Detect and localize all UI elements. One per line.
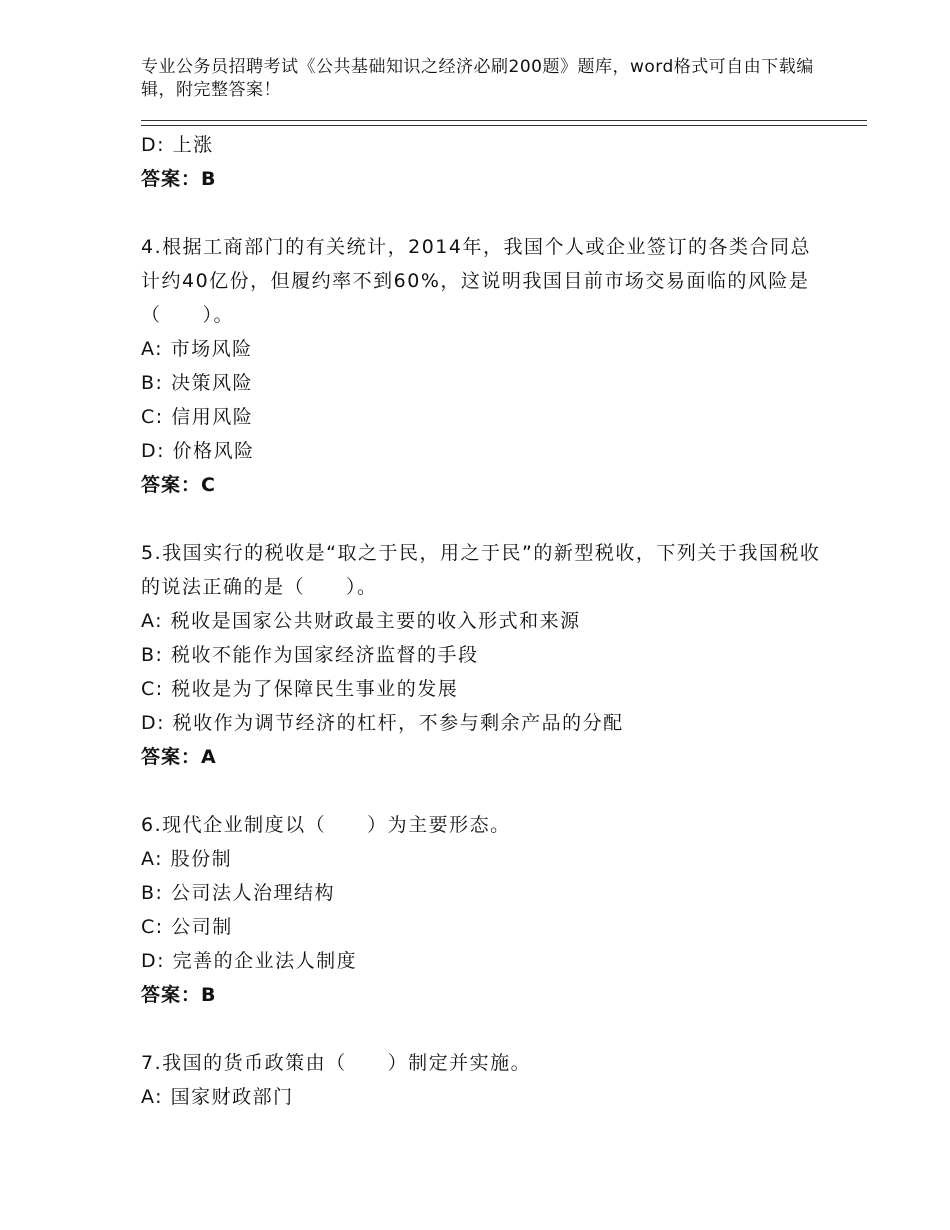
question-4-option-c: C: 信用风险 (141, 406, 254, 428)
question-5-option-c: C: 税收是为了保障民生事业的发展 (141, 678, 459, 700)
question-4-answer: 答案：C (141, 474, 216, 496)
question-5-option-d: D: 税收作为调节经济的杠杆，不参与剩余产品的分配 (141, 712, 624, 734)
prev-answer: 答案：B (141, 168, 217, 190)
page-header: 专业公务员招聘考试《公共基础知识之经济必刷200题》题库，word格式可自由下载编辑，附完整答案！ (141, 57, 814, 100)
question-5-answer: 答案：A (141, 746, 217, 768)
question-6-stem: 6.现代企业制度以（ ）为主要形态。 (141, 814, 511, 836)
question-6-answer: 答案：B (141, 984, 217, 1006)
question-5-option-a: A: 税收是国家公共财政最主要的收入形式和来源 (141, 610, 581, 632)
question-6-option-d: D: 完善的企业法人制度 (141, 950, 358, 972)
spacer (141, 502, 821, 536)
question-6-option-a: A: 股份制 (141, 848, 233, 870)
question-6-option-b: B: 公司法人治理结构 (141, 882, 335, 904)
question-7-option-a: A: 国家财政部门 (141, 1086, 294, 1108)
question-5-stem: 5.我国实行的税收是“取之于民，用之于民”的新型税收，下列关于我国税收的说法正确的是（ ）。 (141, 542, 821, 598)
spacer (141, 196, 821, 230)
spacer (141, 1012, 821, 1046)
question-4-option-d: D: 价格风险 (141, 440, 255, 462)
spacer (141, 774, 821, 808)
question-4-option-b: B: 决策风险 (141, 372, 253, 394)
question-5-option-b: B: 税收不能作为国家经济监督的手段 (141, 644, 479, 666)
header-divider (141, 120, 867, 126)
question-6-option-c: C: 公司制 (141, 916, 233, 938)
question-7-stem: 7.我国的货币政策由（ ）制定并实施。 (141, 1052, 532, 1074)
prev-option-d: D: 上涨 (141, 134, 214, 156)
question-4-option-a: A: 市场风险 (141, 338, 253, 360)
question-4-stem: 4.根据工商部门的有关统计，2014年，我国个人或企业签订的各类合同总计约40亿份，但履约率不到60%，这说明我国目前市场交易面临的风险是（ ）。 (141, 236, 811, 326)
question-content (141, 128, 821, 1114)
